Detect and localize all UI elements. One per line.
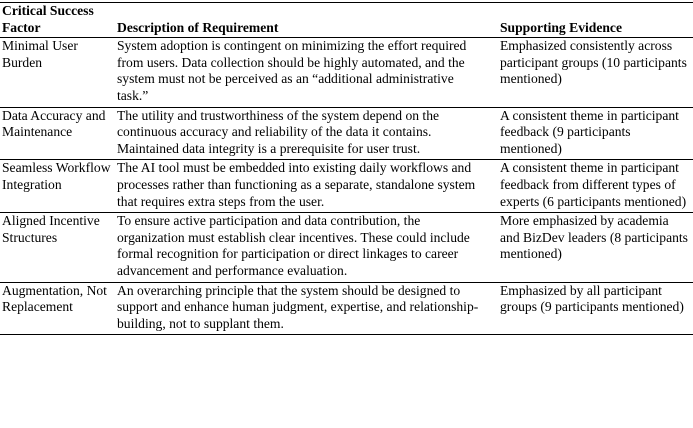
- factor-cell: Minimal User Burden: [2, 38, 78, 70]
- table-row: [0, 160, 693, 213]
- evidence-cell: A consistent theme in participant feedback (9 participants mentioned): [494, 107, 693, 160]
- description-cell: System adoption is contingent on minimizing the effort required from users. Data collection should be highly automated, and the system must not be perceived as an “additional administrative task.”: [117, 38, 467, 103]
- description-cell: An overarching principle that the system should be designed to support and enhance human judgment, expertise, and relationship-building, not to supplant them.: [113, 282, 494, 335]
- table-row: [0, 38, 693, 107]
- critical-success-factors-table: [0, 3, 693, 335]
- table-row: [0, 282, 693, 335]
- table-body: [0, 38, 693, 335]
- header-supporting-evidence: Supporting Evidence: [494, 3, 693, 38]
- table-header: [0, 3, 693, 38]
- factor-cell: Aligned Incentive Structures: [0, 213, 113, 282]
- table-row: [0, 213, 693, 282]
- description-cell: The utility and trustworthiness of the system depend on the continuous accuracy and reliability of the data it contains. Maintained data integrity is a prerequisite for user trust.: [113, 107, 494, 160]
- factor-cell: Data Accuracy and Maintenance: [0, 107, 113, 160]
- description-cell: The AI tool must be embedded into existing daily workflows and processes rather than functioning as a separate, standalone system that requires extra steps from the user.: [113, 160, 494, 213]
- evidence-cell: More emphasized by academia and BizDev leaders (8 participants mentioned): [494, 213, 693, 282]
- evidence-cell: Emphasized consistently across participant groups (10 participants mentioned): [500, 38, 687, 87]
- factor-cell: Augmentation, Not Replacement: [0, 282, 113, 335]
- table-row: [0, 107, 693, 160]
- factor-cell: Seamless Workflow Integration: [0, 160, 113, 213]
- header-row: [0, 3, 693, 38]
- evidence-cell: Emphasized by all participant groups (9 participants mentioned): [494, 282, 693, 335]
- header-critical-success-factor: Critical Success Factor: [0, 3, 113, 38]
- description-cell: To ensure active participation and data contribution, the organization must establish clear incentives. These could include formal recognition for participation or direct linkages to career advancement and performance evaluation.: [113, 213, 494, 282]
- header-description-of-requirement: Description of Requirement: [113, 3, 494, 38]
- evidence-cell: A consistent theme in participant feedback from different types of experts (6 participants mentioned): [494, 160, 693, 213]
